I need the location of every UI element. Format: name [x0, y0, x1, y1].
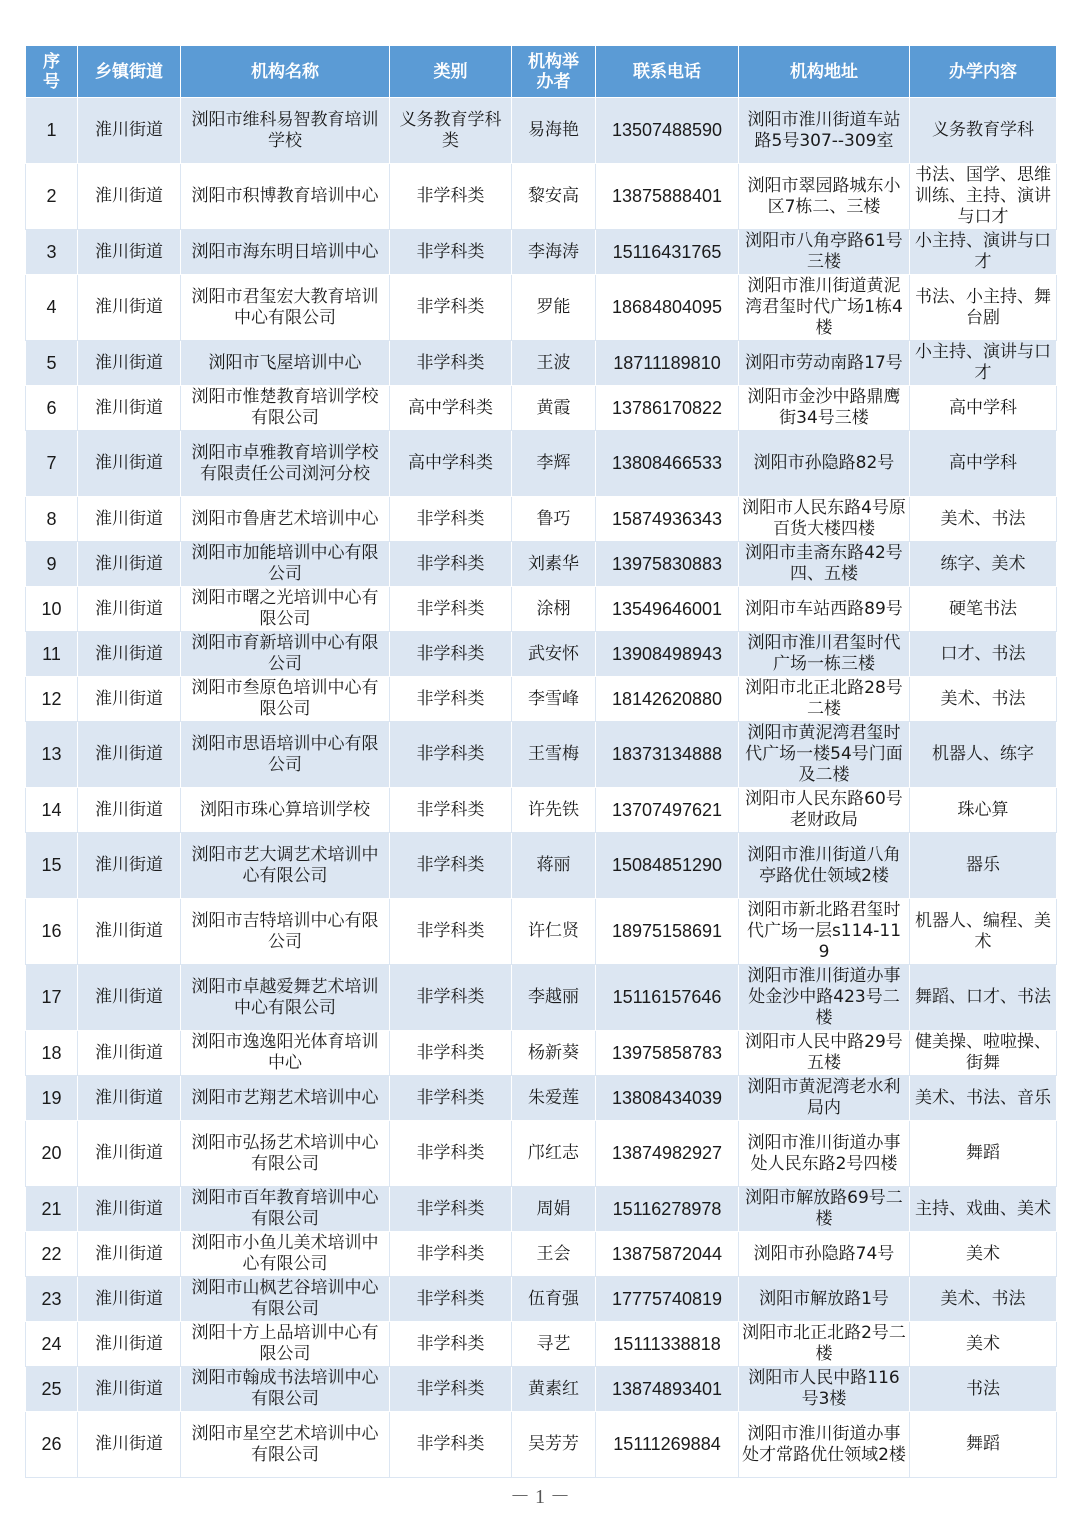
cell-organizer: 武安怀 [512, 632, 596, 677]
cell-name: 浏阳市星空艺术培训中心有限公司 [181, 1412, 390, 1478]
cell-phone: 13975830883 [596, 542, 739, 587]
cell-content: 书法、小主持、舞台剧 [910, 275, 1057, 341]
cell-category: 非学科类 [390, 1121, 512, 1187]
cell-name: 浏阳市海东明日培训中心 [181, 230, 390, 275]
cell-category: 非学科类 [390, 788, 512, 833]
cell-organizer: 许先铁 [512, 788, 596, 833]
cell-organizer: 鲁巧 [512, 497, 596, 542]
table-row [26, 788, 1057, 833]
cell-phone: 13786170822 [596, 386, 739, 431]
cell-name: 浏阳市思语培训中心有限公司 [181, 722, 390, 788]
cell-street: 淮川街道 [78, 1322, 181, 1367]
cell-content: 舞蹈、口才、书法 [910, 965, 1057, 1031]
cell-name: 浏阳市逸逸阳光体育培训中心 [181, 1031, 390, 1076]
cell-serial: 3 [26, 230, 78, 275]
cell-organizer: 邝红志 [512, 1121, 596, 1187]
cell-street: 淮川街道 [78, 587, 181, 632]
cell-serial: 6 [26, 386, 78, 431]
cell-content: 主持、戏曲、美术 [910, 1187, 1057, 1232]
cell-name: 浏阳市育新培训中心有限公司 [181, 632, 390, 677]
cell-address: 浏阳市淮川街道办事处人民东路2号四楼 [739, 1121, 910, 1187]
cell-street: 淮川街道 [78, 1277, 181, 1322]
cell-organizer: 杨新葵 [512, 1031, 596, 1076]
cell-name: 浏阳市惟楚教育培训学校有限公司 [181, 386, 390, 431]
cell-category: 高中学科类 [390, 386, 512, 431]
cell-address: 浏阳市淮川街道办事处才常路优仕领域2楼 [739, 1412, 910, 1478]
cell-street: 淮川街道 [78, 722, 181, 788]
cell-serial: 2 [26, 164, 78, 230]
cell-category: 非学科类 [390, 1232, 512, 1277]
cell-phone: 13874893401 [596, 1367, 739, 1412]
table-row [26, 98, 1057, 164]
cell-street: 淮川街道 [78, 1187, 181, 1232]
cell-serial: 17 [26, 965, 78, 1031]
cell-street: 淮川街道 [78, 965, 181, 1031]
cell-category: 非学科类 [390, 722, 512, 788]
cell-serial: 12 [26, 677, 78, 722]
table-row [26, 542, 1057, 587]
cell-category: 非学科类 [390, 164, 512, 230]
cell-phone: 17775740819 [596, 1277, 739, 1322]
cell-phone: 15084851290 [596, 833, 739, 899]
page-number: － 1 － [510, 1486, 570, 1508]
cell-organizer: 李辉 [512, 431, 596, 497]
cell-serial: 25 [26, 1367, 78, 1412]
cell-category: 非学科类 [390, 341, 512, 386]
cell-category: 高中学科类 [390, 431, 512, 497]
cell-street: 淮川街道 [78, 341, 181, 386]
cell-phone: 18373134888 [596, 722, 739, 788]
cell-category: 非学科类 [390, 542, 512, 587]
table-row [26, 1322, 1057, 1367]
cell-organizer: 黄霞 [512, 386, 596, 431]
cell-name: 浏阳市艺翔艺术培训中心 [181, 1076, 390, 1121]
cell-organizer: 黄素红 [512, 1367, 596, 1412]
table-row [26, 1232, 1057, 1277]
cell-name: 浏阳市小鱼儿美术培训中心有限公司 [181, 1232, 390, 1277]
table-row [26, 386, 1057, 431]
cell-category: 非学科类 [390, 1412, 512, 1478]
header-organizer: 机构举办者 [512, 46, 596, 98]
cell-content: 小主持、演讲与口才 [910, 341, 1057, 386]
cell-content: 机器人、练字 [910, 722, 1057, 788]
table-row [26, 677, 1057, 722]
cell-serial: 9 [26, 542, 78, 587]
header-street: 乡镇街道 [78, 46, 181, 98]
cell-address: 浏阳市淮川街道车站路5号307--309室 [739, 98, 910, 164]
table-row [26, 899, 1057, 965]
cell-organizer: 李雪峰 [512, 677, 596, 722]
cell-content: 器乐 [910, 833, 1057, 899]
cell-street: 淮川街道 [78, 1232, 181, 1277]
cell-address: 浏阳市解放路69号二楼 [739, 1187, 910, 1232]
cell-street: 淮川街道 [78, 677, 181, 722]
cell-serial: 1 [26, 98, 78, 164]
table-row [26, 1412, 1057, 1478]
cell-category: 义务教育学科类 [390, 98, 512, 164]
cell-street: 淮川街道 [78, 497, 181, 542]
cell-category: 非学科类 [390, 1367, 512, 1412]
cell-phone: 18684804095 [596, 275, 739, 341]
cell-name: 浏阳市飞屋培训中心 [181, 341, 390, 386]
cell-content: 舞蹈 [910, 1121, 1057, 1187]
header-category: 类别 [390, 46, 512, 98]
cell-organizer: 罗能 [512, 275, 596, 341]
cell-organizer: 李越丽 [512, 965, 596, 1031]
cell-organizer: 王会 [512, 1232, 596, 1277]
cell-content: 机器人、编程、美术 [910, 899, 1057, 965]
cell-organizer: 吴芳芳 [512, 1412, 596, 1478]
cell-street: 淮川街道 [78, 632, 181, 677]
cell-content: 珠心算 [910, 788, 1057, 833]
table-header-row [26, 46, 1057, 98]
cell-phone: 15116157646 [596, 965, 739, 1031]
cell-street: 淮川街道 [78, 1367, 181, 1412]
cell-phone: 15111269884 [596, 1412, 739, 1478]
cell-content: 美术、书法 [910, 497, 1057, 542]
cell-name: 浏阳市卓越爱舞艺术培训中心有限公司 [181, 965, 390, 1031]
cell-content: 美术 [910, 1322, 1057, 1367]
cell-name: 浏阳市加能培训中心有限公司 [181, 542, 390, 587]
table-row [26, 275, 1057, 341]
cell-category: 非学科类 [390, 1031, 512, 1076]
cell-name: 浏阳市曙之光培训中心有限公司 [181, 587, 390, 632]
cell-serial: 4 [26, 275, 78, 341]
cell-address: 浏阳市车站西路89号 [739, 587, 910, 632]
cell-name: 浏阳十方上品培训中心有限公司 [181, 1322, 390, 1367]
cell-address: 浏阳市人民东路60号老财政局 [739, 788, 910, 833]
cell-serial: 13 [26, 722, 78, 788]
cell-serial: 19 [26, 1076, 78, 1121]
cell-content: 美术 [910, 1232, 1057, 1277]
cell-address: 浏阳市圭斋东路42号四、五楼 [739, 542, 910, 587]
table-row [26, 833, 1057, 899]
cell-address: 浏阳市黄泥湾君玺时代广场一楼54号门面及二楼 [739, 722, 910, 788]
cell-address: 浏阳市北正北路2号二楼 [739, 1322, 910, 1367]
cell-category: 非学科类 [390, 497, 512, 542]
cell-street: 淮川街道 [78, 833, 181, 899]
cell-content: 练字、美术 [910, 542, 1057, 587]
cell-street: 淮川街道 [78, 899, 181, 965]
cell-name: 浏阳市珠心算培训学校 [181, 788, 390, 833]
cell-category: 非学科类 [390, 275, 512, 341]
table-row [26, 1031, 1057, 1076]
cell-name: 浏阳市君玺宏大教育培训中心有限公司 [181, 275, 390, 341]
table-row [26, 1277, 1057, 1322]
cell-serial: 14 [26, 788, 78, 833]
cell-serial: 20 [26, 1121, 78, 1187]
cell-category: 非学科类 [390, 1277, 512, 1322]
cell-content: 美术、书法、音乐 [910, 1076, 1057, 1121]
cell-serial: 22 [26, 1232, 78, 1277]
cell-content: 义务教育学科 [910, 98, 1057, 164]
table-row [26, 341, 1057, 386]
cell-organizer: 黎安高 [512, 164, 596, 230]
cell-category: 非学科类 [390, 677, 512, 722]
cell-serial: 10 [26, 587, 78, 632]
cell-organizer: 李海涛 [512, 230, 596, 275]
table-row [26, 1076, 1057, 1121]
cell-street: 淮川街道 [78, 164, 181, 230]
cell-name: 浏阳市翰成书法培训中心有限公司 [181, 1367, 390, 1412]
institution-table [25, 45, 1057, 1478]
cell-street: 淮川街道 [78, 98, 181, 164]
cell-address: 浏阳市八角亭路61号三楼 [739, 230, 910, 275]
cell-content: 小主持、演讲与口才 [910, 230, 1057, 275]
cell-phone: 13707497621 [596, 788, 739, 833]
cell-address: 浏阳市孙隐路74号 [739, 1232, 910, 1277]
cell-content: 美术、书法 [910, 677, 1057, 722]
table-row [26, 965, 1057, 1031]
cell-content: 健美操、啦啦操、街舞 [910, 1031, 1057, 1076]
header-phone: 联系电话 [596, 46, 739, 98]
cell-address: 浏阳市解放路1号 [739, 1277, 910, 1322]
cell-category: 非学科类 [390, 1187, 512, 1232]
cell-organizer: 朱爱莲 [512, 1076, 596, 1121]
cell-street: 淮川街道 [78, 275, 181, 341]
cell-name: 浏阳市山枫艺谷培训中心有限公司 [181, 1277, 390, 1322]
cell-phone: 18975158691 [596, 899, 739, 965]
cell-street: 淮川街道 [78, 431, 181, 497]
cell-content: 舞蹈 [910, 1412, 1057, 1478]
cell-street: 淮川街道 [78, 1076, 181, 1121]
cell-street: 淮川街道 [78, 1121, 181, 1187]
cell-category: 非学科类 [390, 833, 512, 899]
cell-organizer: 周娟 [512, 1187, 596, 1232]
cell-phone: 13507488590 [596, 98, 739, 164]
cell-serial: 8 [26, 497, 78, 542]
cell-address: 浏阳市人民中路116号3楼 [739, 1367, 910, 1412]
cell-street: 淮川街道 [78, 788, 181, 833]
cell-name: 浏阳市维科易智教育培训学校 [181, 98, 390, 164]
cell-organizer: 易海艳 [512, 98, 596, 164]
cell-name: 浏阳市百年教育培训中心有限公司 [181, 1187, 390, 1232]
table-row [26, 722, 1057, 788]
cell-name: 浏阳市积博教育培训中心 [181, 164, 390, 230]
cell-address: 浏阳市翠园路城东小区7栋二、三楼 [739, 164, 910, 230]
cell-name: 浏阳市鲁唐艺术培训中心 [181, 497, 390, 542]
cell-street: 淮川街道 [78, 542, 181, 587]
cell-organizer: 寻艺 [512, 1322, 596, 1367]
cell-address: 浏阳市淮川街道黄泥湾君玺时代广场1栋4楼 [739, 275, 910, 341]
table-row [26, 1187, 1057, 1232]
cell-phone: 15874936343 [596, 497, 739, 542]
cell-address: 浏阳市孙隐路82号 [739, 431, 910, 497]
cell-address: 浏阳市淮川街道八角亭路优仕领域2楼 [739, 833, 910, 899]
cell-street: 淮川街道 [78, 1412, 181, 1478]
cell-phone: 18142620880 [596, 677, 739, 722]
cell-serial: 24 [26, 1322, 78, 1367]
cell-address: 浏阳市淮川街道办事处金沙中路423号二楼 [739, 965, 910, 1031]
cell-serial: 23 [26, 1277, 78, 1322]
cell-phone: 18711189810 [596, 341, 739, 386]
table-row [26, 1121, 1057, 1187]
cell-serial: 16 [26, 899, 78, 965]
cell-category: 非学科类 [390, 1076, 512, 1121]
cell-organizer: 王波 [512, 341, 596, 386]
header-address: 机构地址 [739, 46, 910, 98]
cell-phone: 15116431765 [596, 230, 739, 275]
cell-category: 非学科类 [390, 899, 512, 965]
cell-name: 浏阳市卓雅教育培训学校有限责任公司浏河分校 [181, 431, 390, 497]
table-row [26, 497, 1057, 542]
table-row [26, 164, 1057, 230]
cell-address: 浏阳市人民东路4号原百货大楼四楼 [739, 497, 910, 542]
cell-organizer: 伍育强 [512, 1277, 596, 1322]
cell-serial: 18 [26, 1031, 78, 1076]
table-row [26, 587, 1057, 632]
cell-category: 非学科类 [390, 1322, 512, 1367]
table-row [26, 431, 1057, 497]
cell-address: 浏阳市北正北路28号二楼 [739, 677, 910, 722]
cell-phone: 15111338818 [596, 1322, 739, 1367]
cell-phone: 13874982927 [596, 1121, 739, 1187]
cell-content: 高中学科 [910, 431, 1057, 497]
cell-content: 书法、国学、思维训练、主持、演讲与口才 [910, 164, 1057, 230]
cell-street: 淮川街道 [78, 386, 181, 431]
cell-serial: 7 [26, 431, 78, 497]
table-row [26, 1367, 1057, 1412]
cell-name: 浏阳市弘扬艺术培训中心有限公司 [181, 1121, 390, 1187]
cell-category: 非学科类 [390, 632, 512, 677]
table-row [26, 632, 1057, 677]
cell-category: 非学科类 [390, 587, 512, 632]
table-row [26, 230, 1057, 275]
cell-name: 浏阳市艺大调艺术培训中心有限公司 [181, 833, 390, 899]
document-page [25, 45, 1056, 1478]
header-name: 机构名称 [181, 46, 390, 98]
cell-category: 非学科类 [390, 230, 512, 275]
header-content: 办学内容 [910, 46, 1057, 98]
cell-address: 浏阳市黄泥湾老水利局内 [739, 1076, 910, 1121]
cell-serial: 15 [26, 833, 78, 899]
cell-phone: 13808466533 [596, 431, 739, 497]
cell-content: 书法 [910, 1367, 1057, 1412]
table-body [26, 98, 1057, 1478]
cell-content: 硬笔书法 [910, 587, 1057, 632]
cell-phone: 15116278978 [596, 1187, 739, 1232]
cell-address: 浏阳市淮川君玺时代广场一栋三楼 [739, 632, 910, 677]
cell-serial: 26 [26, 1412, 78, 1478]
cell-organizer: 刘素华 [512, 542, 596, 587]
cell-address: 浏阳市金沙中路鼎鹰街34号三楼 [739, 386, 910, 431]
cell-phone: 13975858783 [596, 1031, 739, 1076]
cell-address: 浏阳市新北路君玺时代广场一层s114-119 [739, 899, 910, 965]
cell-phone: 13908498943 [596, 632, 739, 677]
cell-serial: 11 [26, 632, 78, 677]
cell-organizer: 蒋丽 [512, 833, 596, 899]
cell-content: 口才、书法 [910, 632, 1057, 677]
cell-content: 美术、书法 [910, 1277, 1057, 1322]
cell-name: 浏阳市吉特培训中心有限公司 [181, 899, 390, 965]
cell-phone: 13875872044 [596, 1232, 739, 1277]
cell-phone: 13875888401 [596, 164, 739, 230]
cell-category: 非学科类 [390, 965, 512, 1031]
cell-address: 浏阳市人民中路29号五楼 [739, 1031, 910, 1076]
cell-organizer: 涂栩 [512, 587, 596, 632]
cell-content: 高中学科 [910, 386, 1057, 431]
cell-serial: 21 [26, 1187, 78, 1232]
cell-address: 浏阳市劳动南路17号 [739, 341, 910, 386]
cell-organizer: 许仁贤 [512, 899, 596, 965]
cell-phone: 13549646001 [596, 587, 739, 632]
cell-name: 浏阳市叁原色培训中心有限公司 [181, 677, 390, 722]
header-serial: 序号 [26, 46, 78, 98]
cell-organizer: 王雪梅 [512, 722, 596, 788]
cell-street: 淮川街道 [78, 1031, 181, 1076]
cell-phone: 13808434039 [596, 1076, 739, 1121]
cell-serial: 5 [26, 341, 78, 386]
cell-street: 淮川街道 [78, 230, 181, 275]
